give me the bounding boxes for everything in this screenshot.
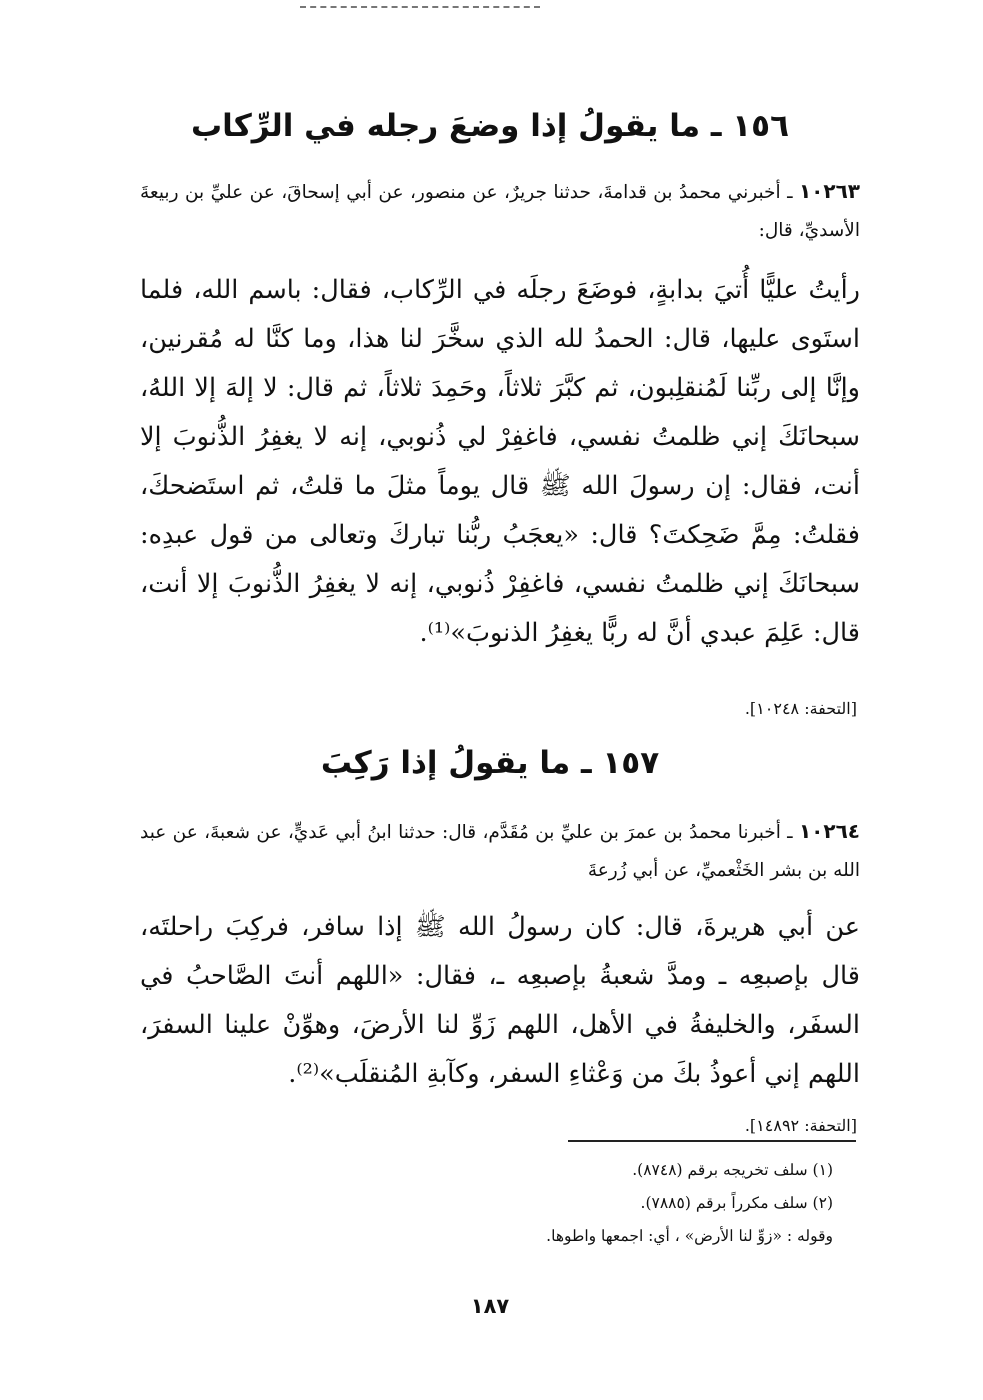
hadith-10263-matn: رأيتُ عليًّا أُتيَ بدابةٍ، فوضَعَ رجلَه في الرِّكاب، فقال: باسم الله، فلما استَوى عليها، قال: الحمدُ لله الذي سخَّرَ لنا هذا، وما كنَّا له مُقرنين، وإنَّا إلى ربِّنا لَمُنقلِبون، ثم كبَّرَ ثلاثاً، وحَمِدَ ثلاثاً، ثم قال: لا إلهَ إلا اللهُ، سبحانَكَ إني ظلمتُ نفسي، فاغفِرْ لي ذُنوبي، إنه لا يغفِرُ الذُّنوبَ إلا أنت، فقال: إن رسولَ الله ﷺ قال يوماً مثلَ ما قلتُ، ثم استَضحكَ، فقلتُ: مِمَّ ضَحِكتَ؟ قال: «يعجَبُ ربُّنا تباركَ وتعالى من قول عبدِه: سبحانَكَ إني ظلمتُ نفسي، فاغفِرْ ذُنوبي، إنه لا يغفِرُ الذُّنوبَ إلا أنت، قال: عَلِمَ عبدي أنَّ له ربًّا يغفِرُ الذنوبَ»⁽¹⁾.: [140, 275, 860, 648]
hadith-10263-number: ١٠٢٦٣: [798, 179, 860, 203]
hadith-10264-matn: عن أبي هريرةَ، قال: كان رسولُ الله ﷺ إذا سافر، فركِبَ راحلتَه، قال بإصبعِه ـ ومدَّ شعبةُ بإصبعِه ـ، فقال: «اللهم أنتَ الصَّاحبُ في السفَر، والخليفةُ في الأهل، اللهم زَوِّ لنا الأرضَ، وهوِّنْ علينا السفرَ، اللهم إني أعوذُ بكَ من وَعْثاءِ السفر، وكآبةِ المُنقلَب»⁽²⁾.: [140, 912, 860, 1089]
hadith-10264-isnad: [140, 812, 860, 890]
hadith-10263-isnad: [140, 172, 860, 250]
chapter-157-title: ١٥٧ ـ ما يقولُ إذا رَكِبَ: [320, 745, 660, 781]
footnote-1: (١) سلف تخريجه برقم (٨٧٤٨).: [632, 1161, 833, 1179]
footnote-gloss: وقوله : «زوِّ لنا الأرض» ، أي: اجمعها واطوها.: [546, 1227, 833, 1245]
footnote-separator: [568, 1140, 856, 1142]
footnote-2: (٢) سلف مكرراً برقم (٧٨٨٥).: [640, 1194, 833, 1212]
hadith-10264-tuhfa-reference: [التحفة: ١٤٨٩٢].: [744, 1116, 857, 1135]
hadith-10263-isnad-text: ـ أخبرني محمدُ بن قدامةَ، حدثنا جريرٌ، عن منصور، عن أبي إسحاقَ، عن عليِّ بن ربيعةَ الأسديِّ، قال:: [140, 182, 860, 241]
footnotes: [413, 1154, 833, 1253]
page-number: ١٨٧: [470, 1294, 510, 1318]
hadith-10263-tuhfa-reference: [التحفة: ١٠٢٤٨].: [744, 699, 857, 718]
header-decorative-rule: [300, 6, 540, 8]
hadith-10264-number: ١٠٢٦٤: [798, 819, 860, 843]
chapter-156-title: ١٥٦ ـ ما يقولُ إذا وضعَ رجله في الرِّكاب: [190, 108, 790, 144]
hadith-10264-isnad-text: ـ أخبرنا محمدُ بن عمرَ بن عليِّ بن مُقَدَّم، قال: حدثنا ابنُ أبي عَديٍّ، عن شعبةَ، عن عبد الله بن بشر الخَثْعميِّ، عن أبي زُرعةَ: [140, 822, 860, 881]
